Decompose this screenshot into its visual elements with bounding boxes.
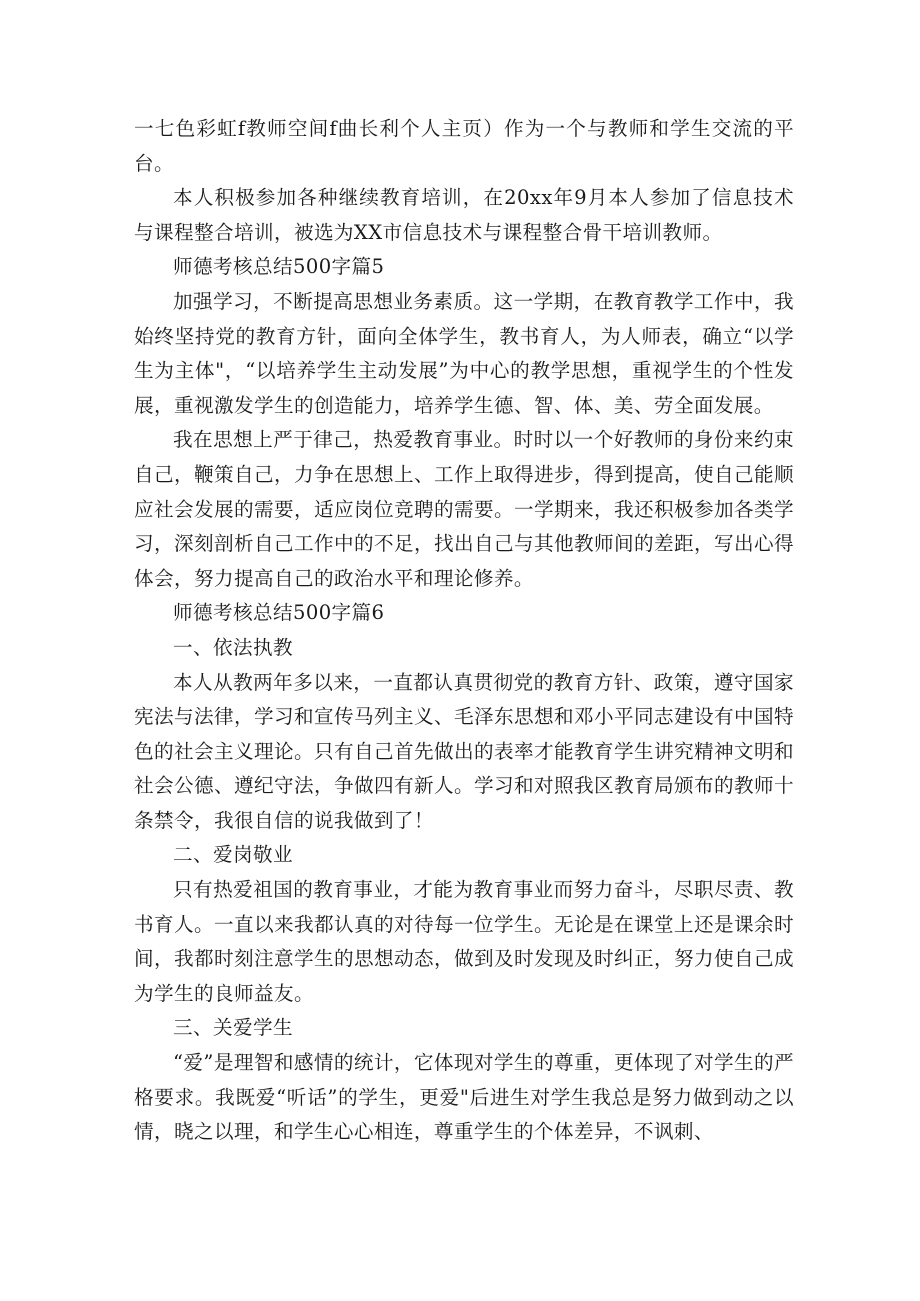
paragraph-self-discipline: 我在思想上严于律己，热爱教育事业。时时以一个好教师的身份来约束自己，鞭策自己，力争在思想上、工作上取得进步，得到提高，使自己能顺应社会发展的需要，适应岗位竞聘的需要。一学期来，我还积极参加各类学习，深刻剖析自己工作中的不足，找出自己与其他教师间的差距，写出心得体会，努力提高自己的政治水平和理论修养。 [134,428,794,590]
paragraph-training: 本人积极参加各种继续教育培训，在20xx年9月本人参加了信息技术与课程整合培训，被选为XX市信息技术与课程整合骨干培训教师。 [134,186,794,244]
subheading-care: 三、关爱学生 [173,1016,293,1040]
section-heading-5: 师德考核总结500字篇5 [173,255,385,279]
paragraph-study: 加强学习，不断提高思想业务素质。这一学期，在教育教学工作中，我始终坚持党的教育方针，面向全体学生，教书育人，为人师表，确立“以学生为主体"，“以培养学生主动发展”为中心的教学思想，重视学生的个性发展，重视激发学生的创造能力，培养学生德、智、体、美、劳全面发展。 [134,289,794,417]
subheading-law: 一、依法执教 [173,635,293,659]
paragraph-law: 本人从教两年多以来，一直都认真贯彻党的教育方针、政策，遵守国家宪法与法律，学习和宣传马列主义、毛泽东思想和邓小平同志建设有中国特色的社会主义理论。只有自己首先做出的表率才能教育学生讲究精神文明和社会公德、遵纪守法，争做四有新人。学习和对照我区教育局颁布的教师十条禁令，我很自信的说我做到了！ [134,670,794,832]
document-body [134,112,794,1150]
section-heading-6: 师德考核总结500字篇6 [173,601,385,625]
paragraph-dedication: 只有热爱祖国的教育事业，才能为教育事业而努力奋斗，尽职尽责、教书育人。一直以来我都认真的对待每一位学生。无论是在课堂上还是课余时间，我都时刻注意学生的思想动态，做到及时发现及时纠正，努力使自己成为学生的良师益友。 [134,878,794,1005]
paragraph-care: “爱”是理智和感情的统计，它体现对学生的尊重，更体现了对学生的严格要求。我既爱“听话”的学生，更爱"后进生对学生我总是努力做到动之以情，晓之以理，和学生心心相连，尊重学生的个体差异，不讽刺、 [134,1051,794,1144]
subheading-dedication: 二、爱岗敬业 [173,843,293,867]
paragraph-continuation: 一七色彩虹f教师空间f曲长利个人主页）作为一个与教师和学生交流的平台。 [134,117,794,175]
